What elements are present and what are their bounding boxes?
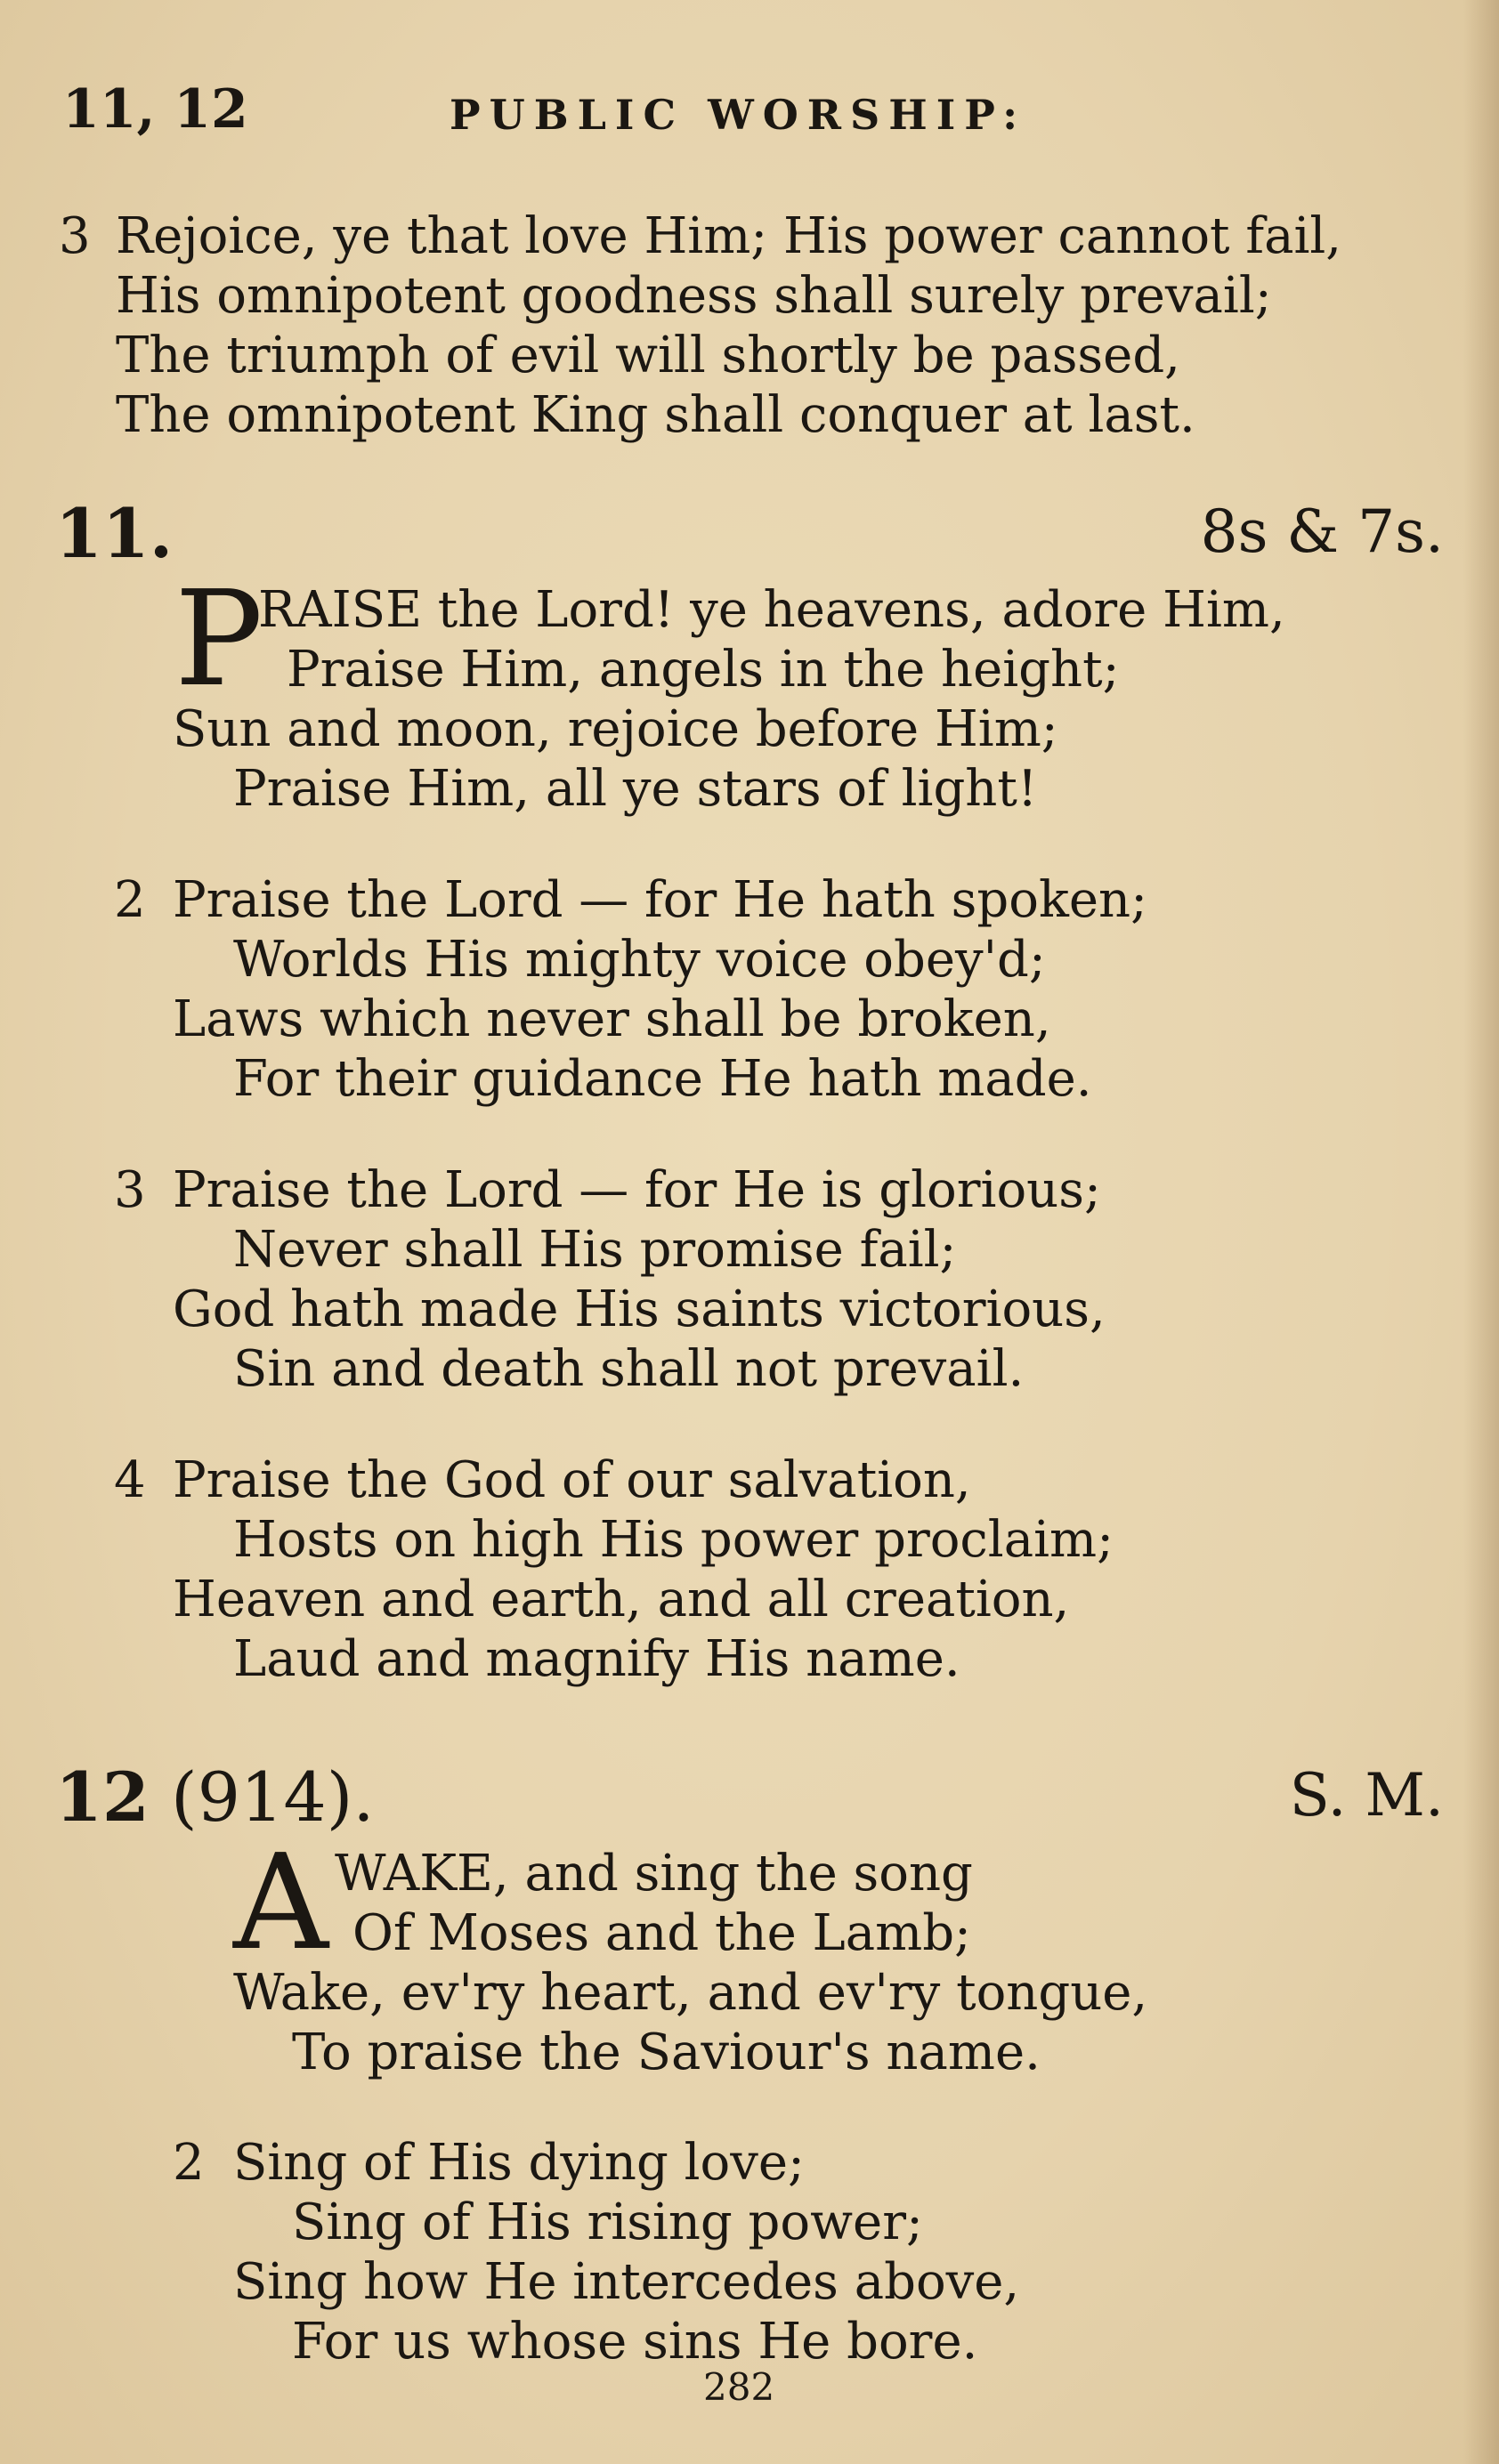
- verse-number: 3: [59, 207, 91, 265]
- hymn-11-heading: [55, 494, 1444, 574]
- verse-line: Laud and magnify His name.: [233, 1630, 960, 1688]
- verse-number: 3: [114, 1161, 146, 1219]
- verse-number: 2: [114, 871, 146, 929]
- verse-line: Sing of His rising power;: [292, 2193, 923, 2251]
- verse-line: Rejoice, ye that love Him; His power cannot fail,: [116, 207, 1342, 265]
- verse-line: For us whose sins He bore.: [292, 2313, 978, 2371]
- verse-line: Praise the Lord — for He hath spoken;: [173, 871, 1147, 929]
- page-folio: 282: [703, 2365, 775, 2409]
- hymn-number: 12: [55, 1757, 150, 1837]
- verse-line: RAISE the Lord! ye heavens, adore Him,: [258, 581, 1285, 639]
- hymn-meter: 8s & 7s.: [1200, 497, 1444, 566]
- verse-line: Heaven and earth, and all creation,: [173, 1571, 1070, 1628]
- verse-line: Sun and moon, rejoice before Him;: [173, 700, 1058, 758]
- verse-line: Praise Him, angels in the height;: [287, 641, 1120, 699]
- verse-line: Praise Him, all ye stars of light!: [233, 760, 1038, 818]
- verse-line: Hosts on high His power proclaim;: [233, 1511, 1114, 1569]
- verse-line: Praise the God of our salvation,: [173, 1451, 971, 1509]
- page-edge-shadow: [1463, 0, 1499, 2464]
- running-title: PUBLIC WORSHIP:: [450, 91, 1027, 139]
- verse-line: His omnipotent goodness shall surely prevail;: [116, 267, 1272, 325]
- verse-line: Sin and death shall not prevail.: [233, 1340, 1025, 1398]
- verse-line: Sing how He intercedes above,: [233, 2253, 1020, 2311]
- verse-line: The omnipotent King shall conquer at last.: [116, 386, 1195, 444]
- verse-line: For their guidance He hath made.: [233, 1050, 1092, 1108]
- verse-number: 4: [114, 1451, 146, 1509]
- hymn-alt-number: (914).: [171, 1757, 375, 1837]
- verse-line: The triumph of evil will shortly be passed,: [116, 327, 1180, 384]
- verse-line: Of Moses and the Lamb;: [352, 1904, 971, 1962]
- drop-cap: P: [174, 562, 263, 715]
- running-header: [62, 78, 1437, 141]
- header-page-numbers: 11, 12: [62, 78, 248, 141]
- verse-line: Never shall His promise fail;: [233, 1221, 957, 1279]
- verse-line: Worlds His mighty voice obey'd;: [233, 931, 1046, 989]
- hymn-meter: S. M.: [1289, 1761, 1444, 1830]
- drop-cap: A: [233, 1826, 328, 1979]
- verse-line: Sing of His dying love;: [233, 2134, 805, 2192]
- verse-line: Laws which never shall be broken,: [173, 990, 1051, 1048]
- verse-line: Praise the Lord — for He is glorious;: [173, 1161, 1101, 1219]
- hymn-number: 11.: [55, 494, 174, 573]
- verse-line: WAKE, and sing the song: [335, 1845, 973, 1903]
- verse-line: Wake, ev'ry heart, and ev'ry tongue,: [233, 1964, 1148, 2022]
- verse-number: 2: [173, 2134, 205, 2192]
- verse-line: To praise the Saviour's name.: [292, 2024, 1041, 2081]
- verse-line: God hath made His saints victorious,: [173, 1280, 1106, 1338]
